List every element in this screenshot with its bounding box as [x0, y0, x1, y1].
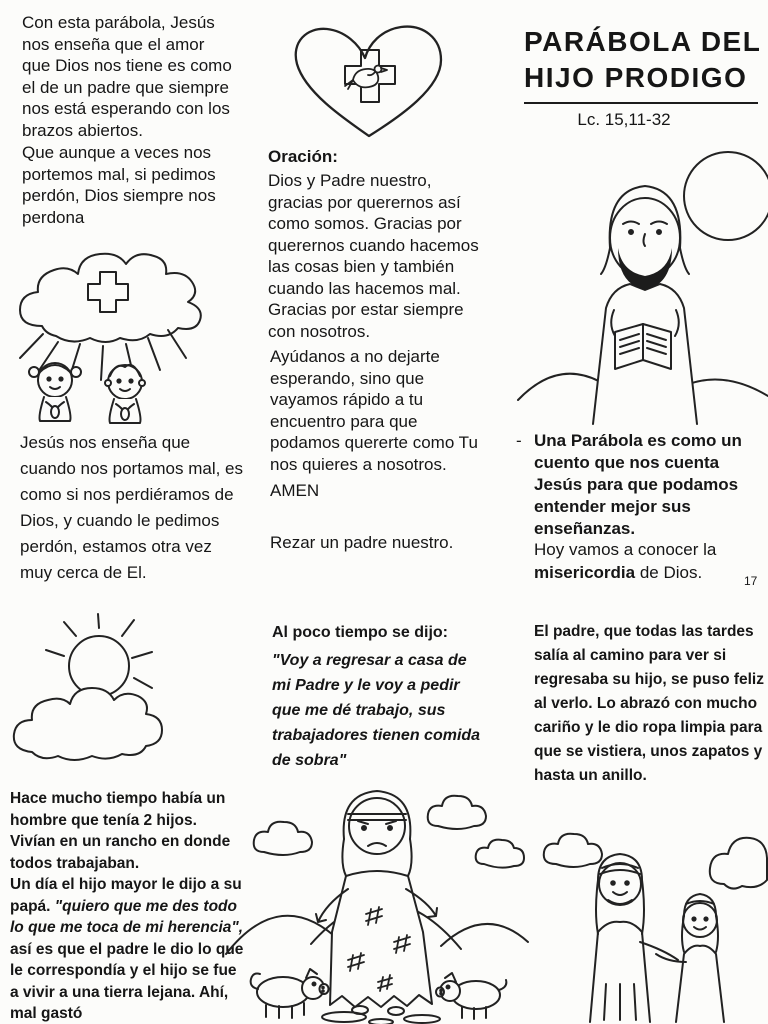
- prayer-heading: Oración:: [268, 147, 338, 166]
- prodigal-son-illustration: [226, 764, 528, 1024]
- story-left-p1: Hace mucho tiempo había un hombre que tenía 2 hijos. Vivían en un rancho en donde todos trabajaban.: [10, 790, 231, 872]
- page-title-line2: HIJO PRODIGO: [524, 62, 748, 93]
- prayer-footer: Rezar un padre nuestro.: [270, 533, 454, 552]
- story-left-block: [10, 788, 244, 1024]
- prodigal-son-figure: [316, 791, 437, 1015]
- page-title: [524, 24, 764, 96]
- jesus-illustration: [518, 148, 768, 426]
- parable-highlight: misericordia: [534, 563, 636, 582]
- prayer-body-2: Ayúdanos a no dejarte esperando, sino que vayamos rápido a tu encuentro para que podamos quererte como Tu nos quieres a nosotros.: [270, 347, 478, 474]
- page-title-line1: PARÁBOLA DEL: [524, 26, 762, 57]
- pig-icon: [251, 969, 329, 1018]
- sun-icon: [46, 614, 152, 696]
- scripture-reference: Lc. 15,11-32: [577, 110, 671, 129]
- story-left-quote: "quiero que me des todo lo que me toca de mi herencia",: [10, 897, 244, 936]
- prayer-amen: AMEN: [270, 481, 320, 500]
- story-mid-intro: Al poco tiempo se dijo:: [272, 624, 449, 641]
- dove-icon: [345, 66, 387, 90]
- reunion-illustration: [528, 822, 768, 1024]
- father-figure: [590, 854, 678, 1022]
- sun-cloud-illustration: [4, 612, 174, 784]
- title-underline: [524, 102, 758, 104]
- intro-paragraph-1: Con esta parábola, Jesús nos enseña que el amor que Dios nos tiene es como el de un padre que siempre nos está esperando con los brazos abiertos.: [22, 13, 232, 140]
- parable-dash: -: [516, 431, 522, 450]
- intro-paragraph-3: Jesús nos enseña que cuando nos portamos mal, es como si nos perdiéramos de Dios, y cuando le pedimos perdón, estamos otra vez muy cerca de El.: [20, 433, 244, 582]
- prayer-body-1: Dios y Padre nuestro, gracias por querernos así como somos. Gracias por querernos cuando hacemos las cosas bien y también cuando las hacemos mal. Gracias por estar siempre con nosotros.: [268, 171, 479, 341]
- girl-figure: [29, 363, 81, 421]
- puddles: [322, 1012, 440, 1024]
- cloud-icon: [544, 834, 767, 889]
- cloud-children-illustration: [8, 230, 238, 425]
- parable-lead: [534, 538, 762, 584]
- son-figure: [656, 894, 724, 1022]
- story-left-p2-pre: Un día el hijo mayor le dijo a su papá.: [10, 876, 242, 915]
- page-number: 17: [744, 574, 758, 588]
- intro-paragraph-2: Que aunque a veces nos portemos mal, si pedimos perdón, Dios siempre nos perdona: [22, 143, 216, 227]
- boy-figure: [105, 365, 145, 423]
- story-mid-quote: "Voy a regresar a casa de mi Padre y le voy a pedir que me dé trabajo, sus trabajadores tienen comida de sobra": [272, 652, 481, 769]
- parable-lead-out: de Dios.: [635, 563, 703, 582]
- cloud-icon: [20, 254, 201, 342]
- pig-icon: [436, 973, 506, 1019]
- story-left-p2: [10, 874, 244, 1024]
- sun-icon: [684, 152, 768, 240]
- jesus-figure: [593, 186, 697, 424]
- story-right: El padre, que todas las tardes salía al camino para ver si regresaba su hijo, se puso feliz al verlo. Lo abrazó con mucho cariño y le dio ropa limpia para que se vistiera, unos zapatos y hasta un anillo.: [534, 623, 764, 784]
- cloud-icon: [14, 688, 162, 760]
- parable-definition: Una Parábola es como un cuento que nos cuenta Jesús para que podamos entender mejor sus enseñanzas.: [534, 431, 742, 538]
- heart-cross-dove-illustration: [283, 18, 455, 143]
- parable-lead-in: Hoy vamos a conocer la: [534, 540, 717, 559]
- story-left-p2-post: así es que el padre le dio lo que le correspondía y el hijo se fue a vivir a una tierra lejana. Ahí, mal gastó: [10, 940, 244, 1022]
